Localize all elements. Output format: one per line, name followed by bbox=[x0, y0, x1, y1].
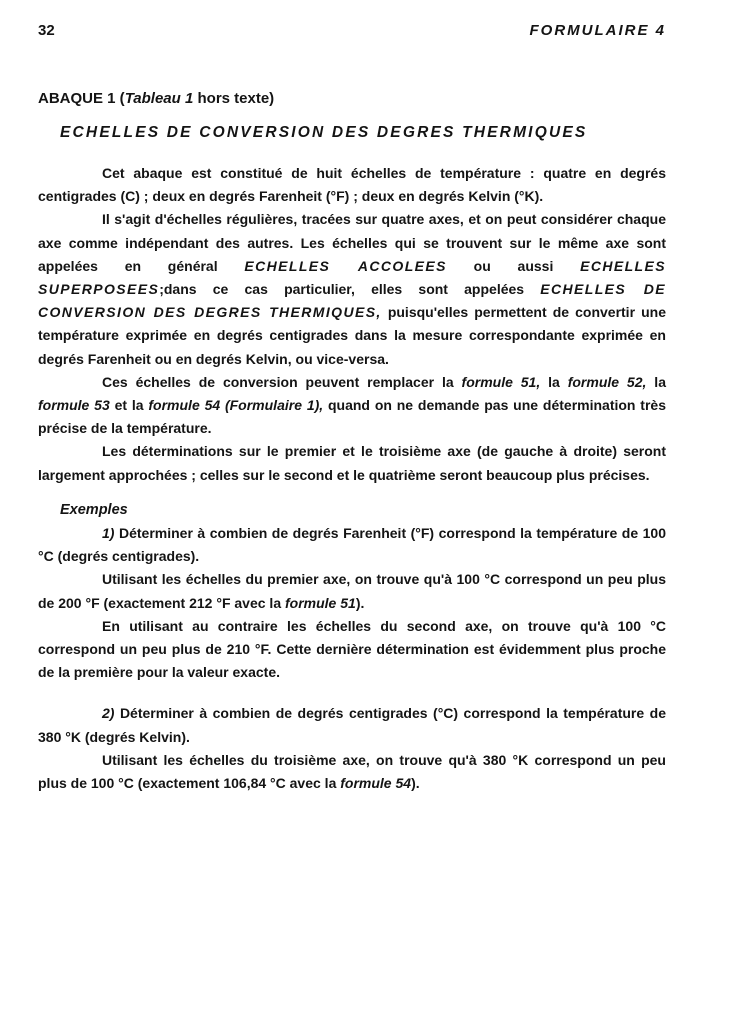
paragraph-1: Cet abaque est constitué de huit échelles de température : quatre en degrés centigrades (C) ; deux en degrés Farenheit (°F) ; deux en degrés Kelvin (°K). bbox=[38, 165, 666, 205]
paragraph-2: Il s'agit d'échelles régulières, tracées sur quatre axes, et on peut considérer chaque axe comme indépendant des autres. Les échelles qui se trouvent sur le même axe sont appelées en général ECHELLES ACCOLEES ou aussi ECHELLES SUPERPOSEES;dans ce cas particulier, elles sont appelées ECHELLES DE CONVERSION DES DEGRES THERMIQUES, puisqu'elles permettent de convertir une température exprimée en degrés centigrades dans la mesure correspondante exprimée en degrés Farenheit ou en degrés Kelvin, ou vice-versa. bbox=[38, 211, 667, 367]
body-text bbox=[38, 162, 666, 795]
example-1-answer-2: En utilisant au contraire les échelles du second axe, on trouve qu'à 100 °C correspond un peu plus de 210 °F. Cette dernière détermination est évidemment plus proche de la première pour la valeur exacte. bbox=[38, 617, 666, 681]
page-title: ECHELLES DE CONVERSION DES DEGRES THERMIQUES bbox=[60, 124, 588, 141]
examples-heading: Exemples bbox=[60, 501, 128, 518]
example-1-answer-1: Utilisant les échelles du premier axe, on trouve qu'à 100 °C correspond un peu plus de 200 °F (exactement 212 °F avec la formule 51). bbox=[38, 571, 666, 611]
page-number: 32 bbox=[38, 22, 55, 39]
abaque-table-ref: Tableau 1 bbox=[124, 90, 194, 107]
document-page bbox=[38, 22, 666, 795]
section-title: FORMULAIRE 4 bbox=[529, 22, 666, 39]
page-header bbox=[38, 22, 666, 46]
example-1-question: 1) Déterminer à combien de degrés Farenheit (°F) correspond la température de 100 °C (degrés centigrades). bbox=[38, 525, 666, 565]
paragraph-3: Ces échelles de conversion peuvent remplacer la formule 51, la formule 52, la formule 53 et la formule 54 (Formulaire 1), quand on ne demande pas une détermination très précise de la température. bbox=[38, 373, 666, 437]
spacer bbox=[38, 684, 666, 702]
abaque-heading: ABAQUE 1 (Tableau 1 hors texte) bbox=[38, 90, 275, 107]
paragraph-4: Les déterminations sur le premier et le troisième axe (de gauche à droite) seront largement approchées ; celles sur le second et le quatrième seront beaucoup plus précises. bbox=[38, 443, 666, 483]
example-2-answer-1: Utilisant les échelles du troisième axe, on trouve qu'à 380 °K correspond un peu plus de 100 °C (exactement 106,84 °C avec la formule 54). bbox=[38, 751, 666, 792]
example-2-question: 2) Déterminer à combien de degrés centigrades (°C) correspond la température de 380 °K (degrés Kelvin). bbox=[38, 705, 666, 745]
